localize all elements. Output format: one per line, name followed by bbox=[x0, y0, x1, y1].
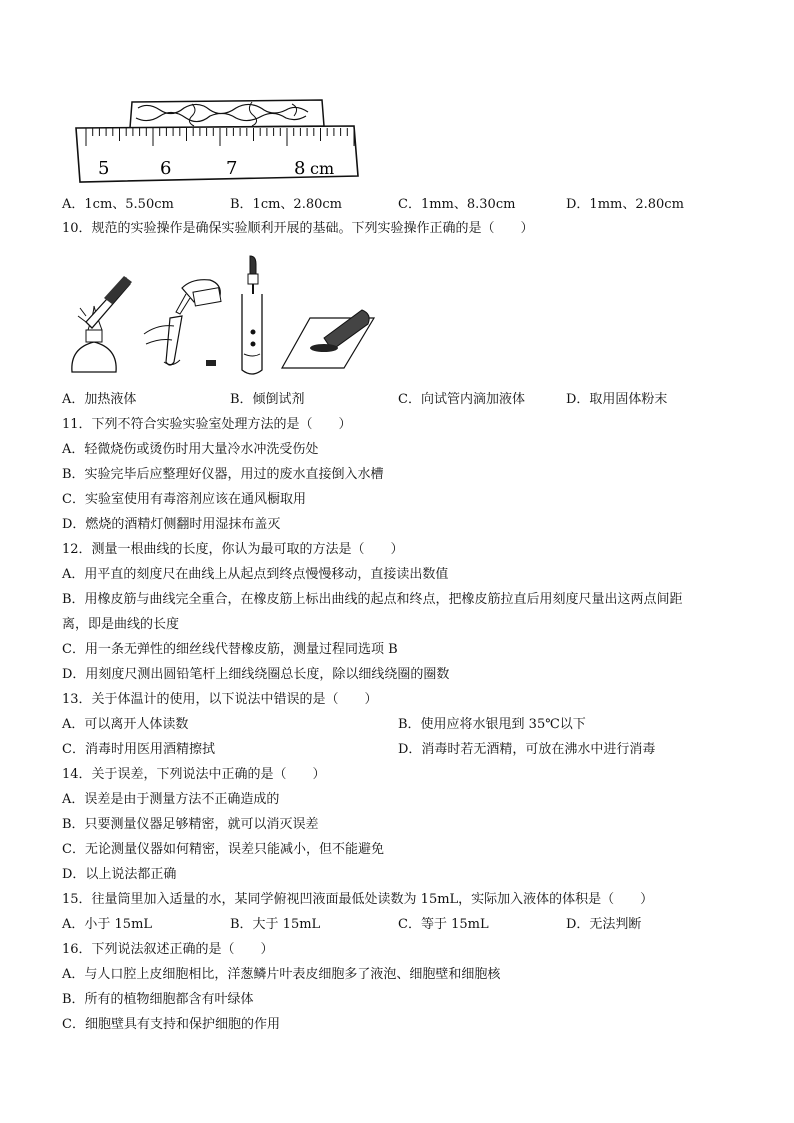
q15-option-a[interactable]: A．小于 15mL bbox=[62, 917, 153, 932]
q12-option-b-cont: 离，即是曲线的长度 bbox=[62, 617, 180, 632]
q10-option-b[interactable]: B．倾倒试剂 bbox=[230, 392, 305, 407]
q15-option-d[interactable]: D．无法判断 bbox=[566, 917, 642, 932]
q12-stem: 12．测量一根曲线的长度，你认为最可取的方法是（ ） bbox=[62, 542, 404, 557]
ruler-label-5: 5 bbox=[98, 158, 110, 179]
q14-option-b[interactable]: B．只要测量仪器足够精密，就可以消灭误差 bbox=[62, 817, 319, 832]
q10-option-c[interactable]: C．向试管内滴加液体 bbox=[398, 392, 525, 407]
ruler-label-8: 8 bbox=[294, 158, 306, 179]
q12-option-a[interactable]: A．用平直的刻度尺在曲线上从起点到终点慢慢移动，直接读出数值 bbox=[62, 567, 449, 582]
q13-option-b[interactable]: B．使用应将水银甩到 35℃以下 bbox=[398, 717, 586, 732]
q14-option-a[interactable]: A．误差是由于测量方法不正确造成的 bbox=[62, 792, 280, 807]
ruler-label-7: 7 bbox=[226, 158, 238, 179]
q14-option-d[interactable]: D．以上说法都正确 bbox=[62, 867, 177, 882]
q11-option-a[interactable]: A．轻微烧伤或烫伤时用大量冷水冲洗受伤处 bbox=[62, 442, 319, 457]
q10-stem: 10．规范的实验操作是确保实验顺利开展的基础。下列实验操作正确的是（ ） bbox=[62, 221, 534, 236]
heating-liquid-figure bbox=[66, 268, 132, 376]
ruler-figure bbox=[72, 96, 362, 188]
q13-option-c[interactable]: C．消毒时用医用酒精擦拭 bbox=[62, 742, 215, 757]
q14-stem: 14．关于误差，下列说法中正确的是（ ） bbox=[62, 767, 326, 782]
q12-option-b[interactable]: B．用橡皮筋与曲线完全重合，在橡皮筋上标出曲线的起点和终点，把橡皮筋拉直后用刻度尺量出这两点间距 bbox=[62, 592, 683, 607]
ruler-label-6: 6 bbox=[160, 158, 172, 179]
taking-powder-figure bbox=[280, 300, 376, 374]
q16-option-a[interactable]: A．与人口腔上皮细胞相比，洋葱鳞片叶表皮细胞多了液泡、细胞壁和细胞核 bbox=[62, 967, 501, 982]
q9-option-b[interactable]: B．1cm、2.80cm bbox=[230, 197, 342, 212]
dropping-liquid-figure bbox=[236, 254, 270, 376]
pouring-reagent-figure bbox=[136, 268, 234, 376]
q10-option-d[interactable]: D．取用固体粉末 bbox=[566, 392, 668, 407]
q10-option-a[interactable]: A．加热液体 bbox=[62, 392, 137, 407]
q13-option-a[interactable]: A．可以离开人体读数 bbox=[62, 717, 189, 732]
q15-option-c[interactable]: C．等于 15mL bbox=[398, 917, 489, 932]
q12-option-c[interactable]: C．用一条无弹性的细丝线代替橡皮筋，测量过程同选项 B bbox=[62, 642, 398, 657]
q9-option-d[interactable]: D．1mm、2.80cm bbox=[566, 197, 684, 212]
q13-option-d[interactable]: D．消毒时若无酒精，可放在沸水中进行消毒 bbox=[398, 742, 656, 757]
q11-option-d[interactable]: D．燃烧的酒精灯侧翻时用湿抹布盖灭 bbox=[62, 517, 281, 532]
q9-option-a[interactable]: A．1cm、5.50cm bbox=[62, 197, 174, 212]
q11-stem: 11．下列不符合实验实验室处理方法的是（ ） bbox=[62, 417, 352, 432]
q13-stem: 13．关于体温计的使用，以下说法中错误的是（ ） bbox=[62, 692, 378, 707]
q11-option-b[interactable]: B．实验完毕后应整理好仪器，用过的废水直接倒入水槽 bbox=[62, 467, 384, 482]
q14-option-c[interactable]: C．无论测量仪器如何精密，误差只能减小，但不能避免 bbox=[62, 842, 384, 857]
q15-option-b[interactable]: B．大于 15mL bbox=[230, 917, 321, 932]
q16-option-c[interactable]: C．细胞壁具有支持和保护细胞的作用 bbox=[62, 1017, 280, 1032]
q15-stem: 15．往量筒里加入适量的水，某同学俯视凹液面最低处读数为 15mL，实际加入液体的体积是（ ） bbox=[62, 892, 654, 907]
q12-option-d[interactable]: D．用刻度尺测出圆铅笔杆上细线绕圈总长度，除以细线绕圈的圈数 bbox=[62, 667, 450, 682]
ruler-label-unit: cm bbox=[310, 159, 335, 178]
q16-stem: 16．下列说法叙述正确的是（ ） bbox=[62, 942, 274, 957]
q16-option-b[interactable]: B．所有的植物细胞都含有叶绿体 bbox=[62, 992, 254, 1007]
q9-option-c[interactable]: C．1mm、8.30cm bbox=[398, 197, 516, 212]
q11-option-c[interactable]: C．实验室使用有毒溶剂应该在通风橱取用 bbox=[62, 492, 306, 507]
